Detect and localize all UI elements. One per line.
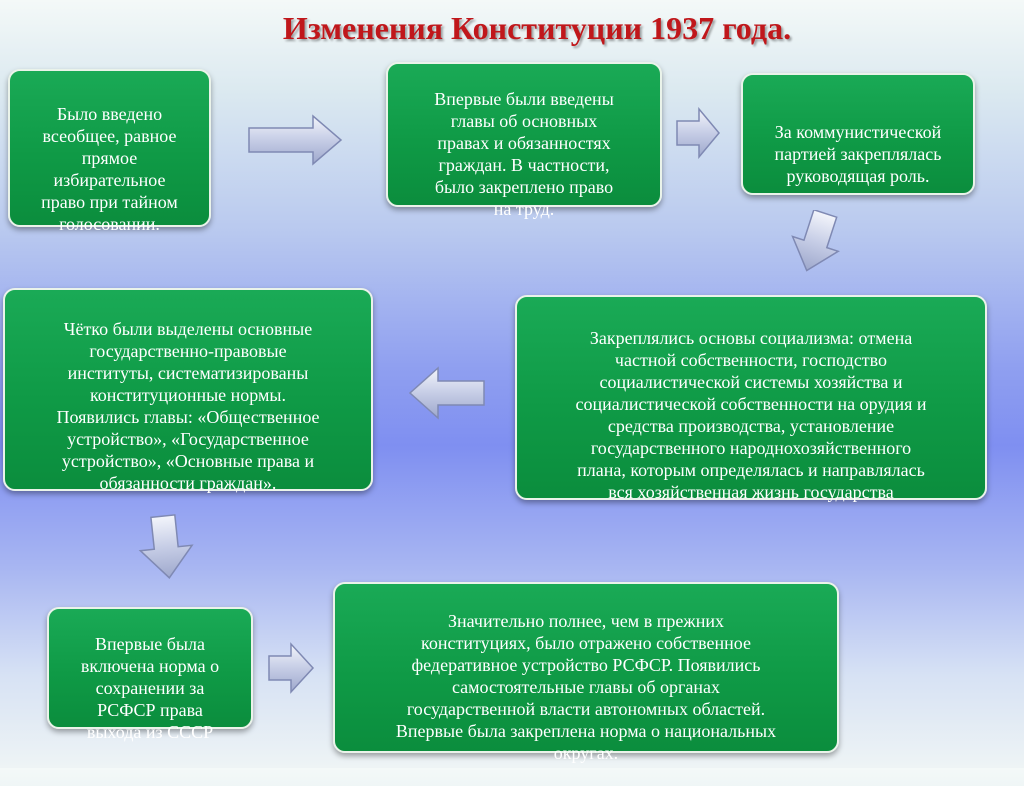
arrow-left [408,366,486,420]
box-suffrage-text: Было введено всеобщее, равное прямое избирательное право при тайном голосовании. [41,104,178,234]
box-secession [47,607,253,742]
arrow-right-3 [267,642,315,694]
box-rights-chapters [386,62,662,219]
box-federative-text: Значительно полнее, чем в прежних конституциях, было отражено собственное федеративное устройство РСФСР. Появились самостоятельные главы об органах государственной власти автономных областей. Впервые была закреплена норма о национальных округах. [395,611,777,763]
box-socialism-text: Закреплялись основы социализма: отмена частной собственности, господство социалистической системы хозяйства и социалистической собственности на орудия и средства производства, установление государственного народнохозяйственного плана, которым определялась и направлялась вся хозяйственная жизнь государства [575,328,927,502]
box-socialism [515,295,987,500]
box-federative [333,582,839,763]
box-party-role-text: За коммунистической партией закреплялась руководящая роль. [774,122,942,186]
arrow-right-2 [675,107,721,159]
arrow-down-right-col [786,210,842,274]
page-title: Изменения Конституции 1937 года. [282,10,792,46]
arrow-right-1 [247,114,343,166]
box-party-role [741,73,975,195]
box-rights-chapters-text: Впервые были введены главы об основных правах и обязанностях граждан. В частности, было закреплено право на труд. [434,89,614,219]
arrow-down-left-col [138,514,194,580]
box-secession-text: Впервые была включена норма о сохранении за РСФСР права выхода из СССР [80,634,220,742]
box-institutions [3,288,373,491]
box-suffrage [8,69,211,234]
box-institutions-text: Чётко были выделены основные государственно-правовые институты, систематизированы конституционные нормы. Появились главы: «Общественное устройство», «Государственное устройство», «Основные права и обязанности граждан». [56,319,320,493]
